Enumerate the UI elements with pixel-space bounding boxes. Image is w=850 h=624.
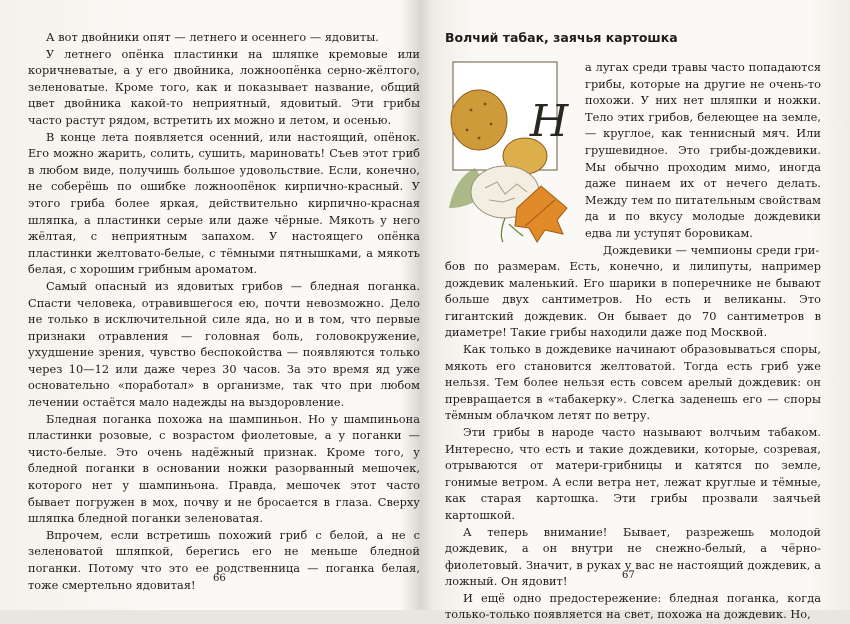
paragraph: В конце лета появляется осенний, или настоящий, опёнок. Его можно жарить, солить, сушить, мариновать! Съев этот гриб в любом виде, получишь большое удовольствие. Если, конечно, не соберёшь по ошибке ложноопёнок кирпично-красный. У этого гриба более яркая, действительно кирпично-красная шляпка, а пластинки серые или даже чёрные. Мякоть у него жёлтая, с неприятным запахом. У настоящего опёнка пластинки желтовато-белые, с тёмными пятнышками, а мякоть белая, с хорошим грибным ароматом. <box>28 130 420 277</box>
paragraph: Эти грибы в народе часто называют волчьим табаком. Интересно, что есть и такие дождевики, которые, созревая, отрываются от матери-грибницы и катятся по земле, гонимые ветром. А если ветра нет, лежат круглые и тёмные, как старая картошка. Эти грибы прозвали заячьей картошкой. <box>445 425 821 522</box>
paragraph: У летнего опёнка пластинки на шляпке кремовые или коричневатые, а у его двойника, ложноопёнка серно-жёлтого, зеленоватые. Кроме того, как и показывает название, общий цвет двойника какой-то неприятный, ядовитый. Эти грибы часто растут рядом, встретить их можно и летом, и осенью. <box>28 47 420 127</box>
left-page <box>28 30 420 594</box>
puffball-illustration <box>445 58 577 248</box>
intro-text <box>585 60 821 259</box>
paragraph: Как только в дождевике начинают образовываться споры, мякоть его становится желтоватой. Тогда есть гриб уже нельзя. Тем более нельзя есть совсем арелый дождевик: он превращается в «табакерку». Слегка заденешь его — споры тёмным облачком летят по ветру. <box>445 342 821 423</box>
paragraph: Бледная поганка похожа на шампиньон. Но у шампиньона пластинки розовые, с возрастом фиолетовые, а у поганки — чисто-белые. Это очень надёжный признак. Кроме того, у бледной поганки в основании ножки разорванный мешочек, которого нет у шампиньона. Правда, мешочек этот часто бывает погружен в мох, почву и не бросается в глаза. Сверху шляпка бледной поганки зеленоватая. <box>28 412 420 526</box>
paragraph: А вот двойники опят — летнего и осеннего — ядовиты. <box>46 31 379 44</box>
paragraph: бов по размерам. Есть, конечно, и лилипуты, например дождевик маленький. Его шарики в поперечнике не бывают больше двух сантиметров. Но есть и великаны. Это гигантский дождевик. Он бывает до 70 сантиметров в диаметре! Такие грибы находили даже под Москвой. <box>445 260 821 340</box>
paragraph: Дождевики — чемпионы среди гри- <box>603 243 820 257</box>
running-head: Волчий табак, заячья картошка <box>445 30 678 45</box>
drop-cap: Н <box>529 96 569 147</box>
left-page-text <box>28 30 420 594</box>
paragraph: Самый опасный из ядовитых грибов — бледная поганка. Спасти человека, отравившегося ею, почти невозможно. Дело не только в исключительной силе яда, но и в том, что первые признаки отравления — головная боль, головокружение, ухудшение зрения, чувство беспокойства — появляются только через 10—12 или даже через 30 часов. За это время яд уже основательно «поработал» в организме, так что при любом лечении остаётся мало надежды на выздоровление. <box>28 279 420 410</box>
page-number-right: 67 <box>622 570 635 581</box>
paragraph: И ещё одно предостережение: бледная поганка, когда только-только появляется на свет, похожа на дождевик. Но, <box>445 591 821 622</box>
paragraph: а лугах среди травы часто попадаются грибы, которые на другие не очень-то похожи. У них нет шляпки и ножки. Тело этих грибов, белеющее на земле,— круглое, как теннисный мяч. Или грушевидное. Это грибы-дождевики. Мы обычно проходим мимо, иногда даже пинаем их от нечего делать. Между тем по питательным свойствам да и по вкусу молодые дождевики едва ли уступят боровикам. <box>585 61 821 240</box>
page-number-left: 66 <box>213 573 226 584</box>
paragraph: А теперь внимание! Бывает, разрежешь молодой дождевик, а он внутри не снежно-белый, а чёрно-фиолетовый. Значит, в руках у вас не настоящий дождевик, а ложный. Он ядовит! <box>445 525 821 589</box>
paragraph: Впрочем, если встретишь похожий гриб с белой, а не с зеленоватой шляпкой, берегись его не меньше бледной поганки. Потому что это ее родственница — поганка белая, тоже смертельно ядовитая! <box>28 528 420 592</box>
